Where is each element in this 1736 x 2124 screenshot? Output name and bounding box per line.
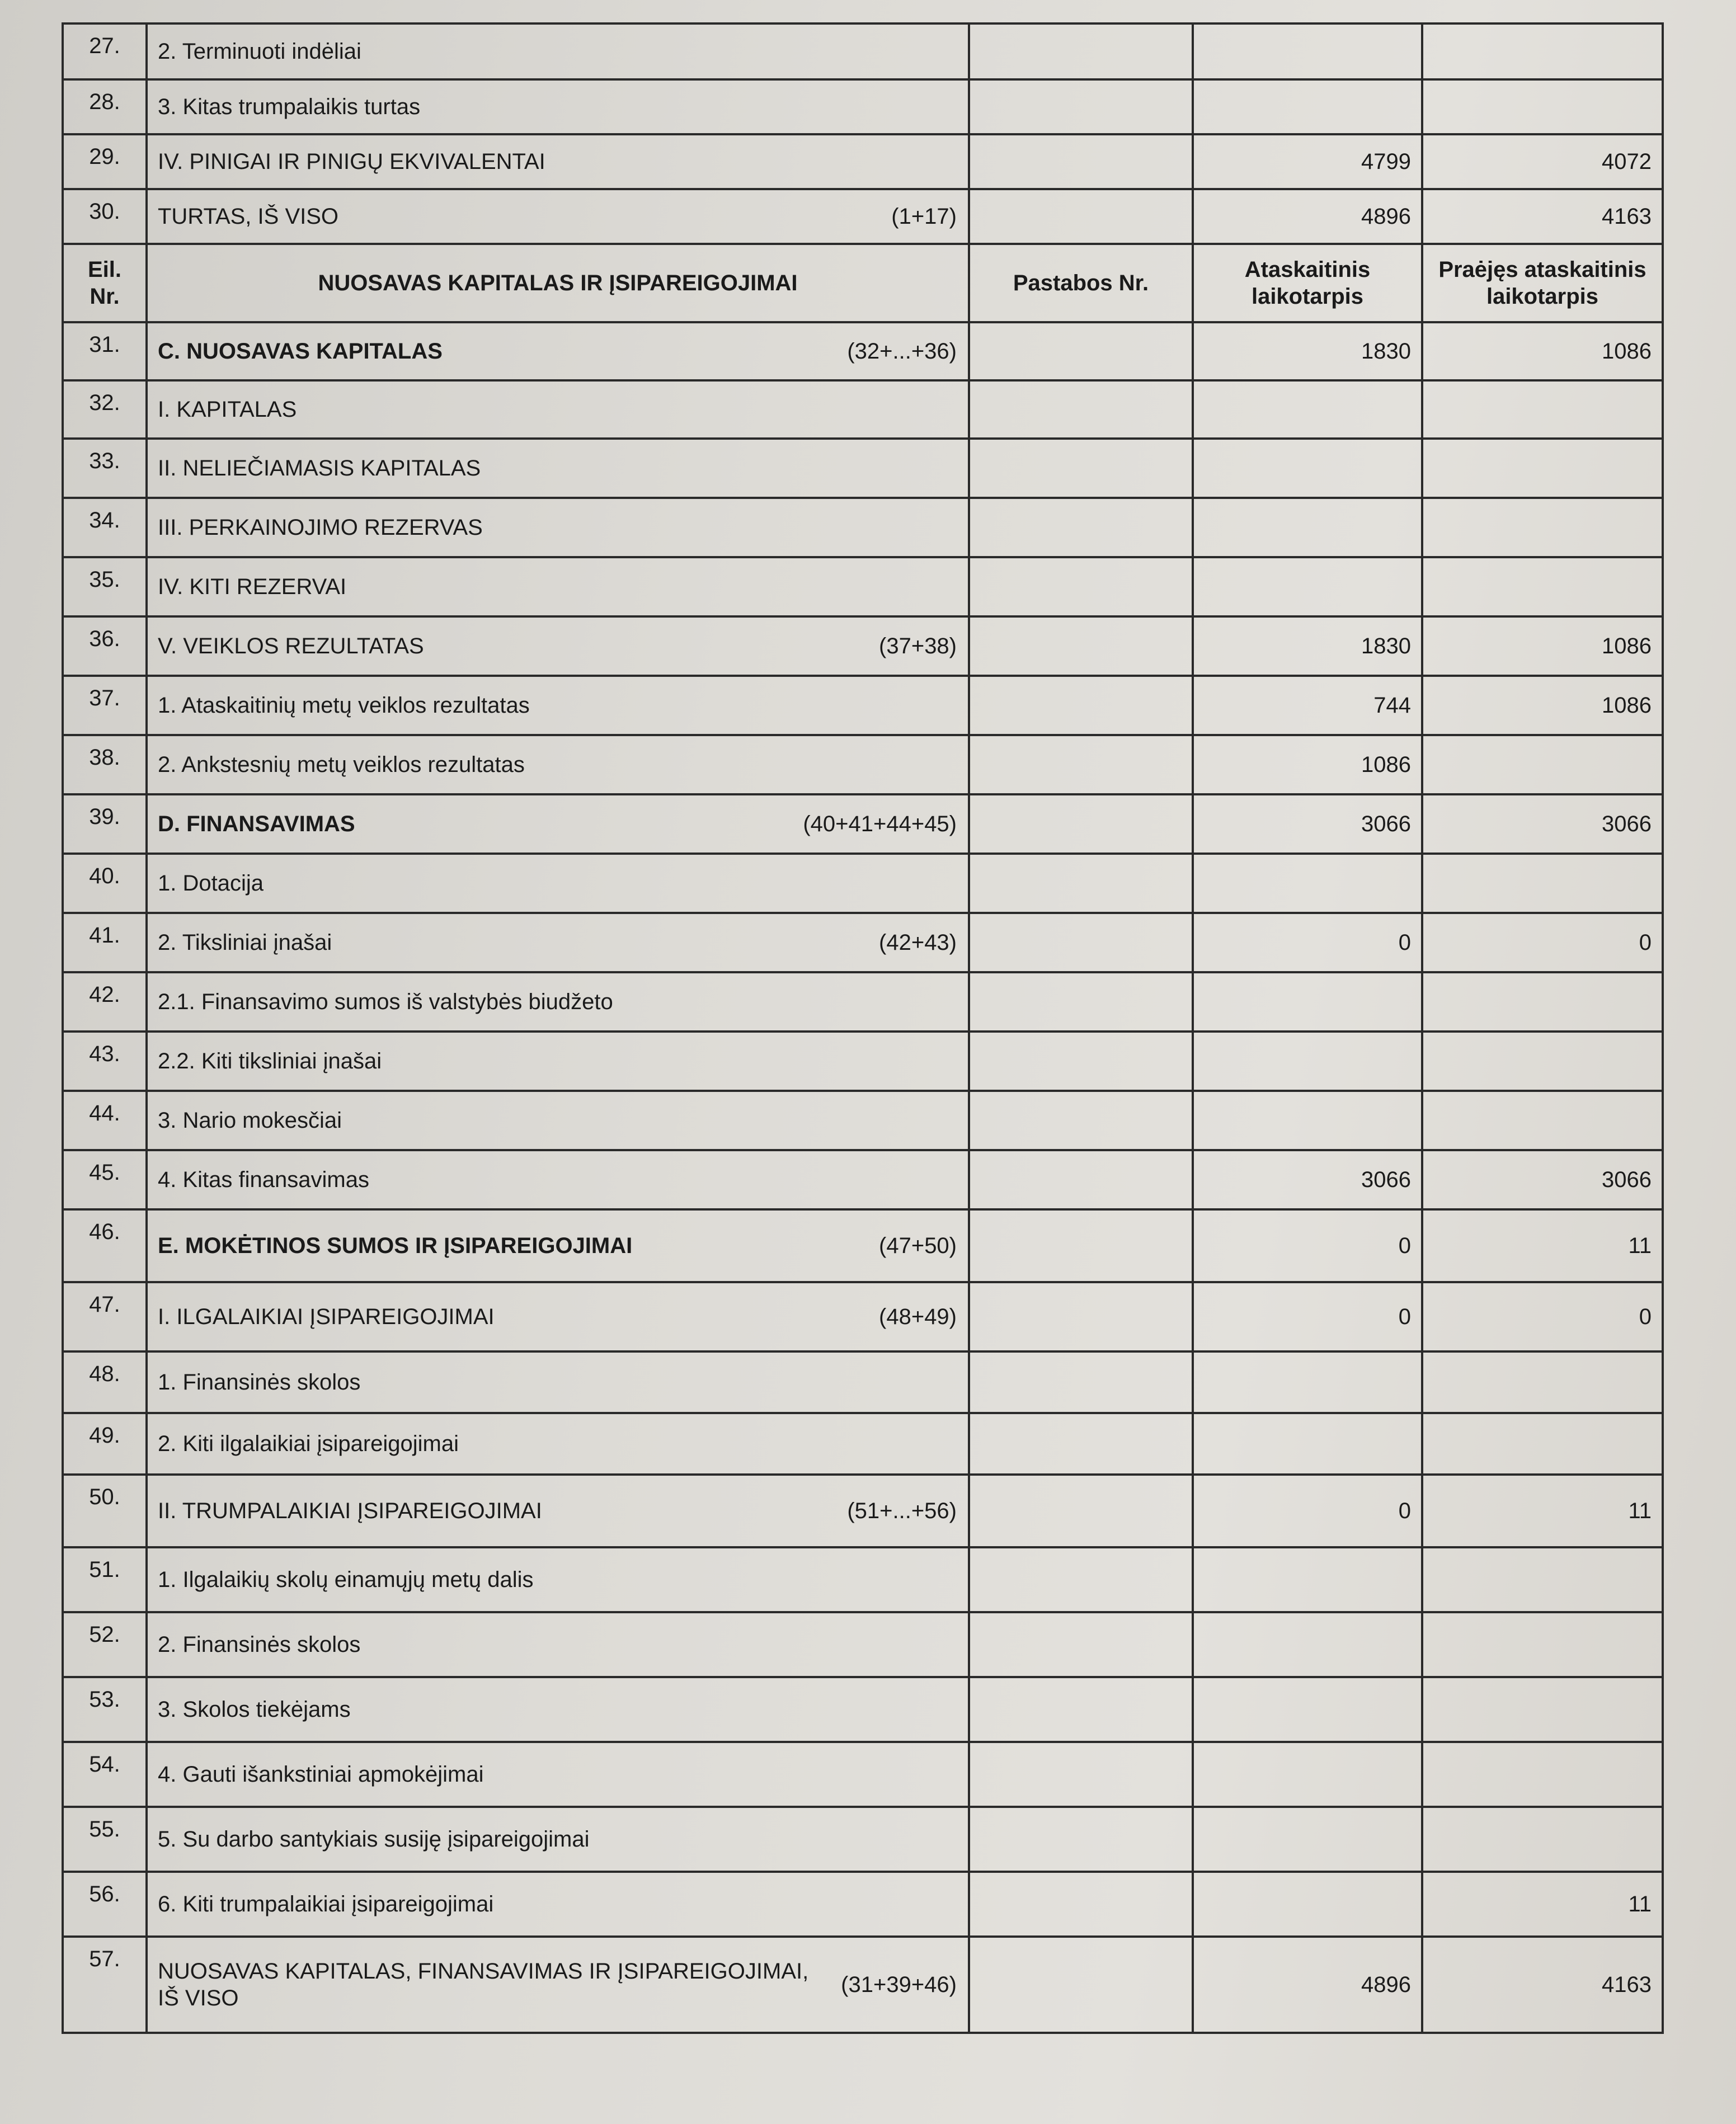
table-row (63, 322, 1663, 380)
row-number: 41. (63, 913, 147, 972)
current-value (1193, 1742, 1422, 1807)
row-name-cell (147, 1032, 969, 1091)
row-name: 2. Ankstesnių metų veiklos rezultatas (158, 752, 525, 777)
previous-value: 4072 (1422, 134, 1663, 189)
note-cell (969, 1937, 1193, 2033)
table-header-row (63, 244, 1663, 322)
current-value (1193, 79, 1422, 134)
row-number: 48. (63, 1351, 147, 1413)
previous-value: 1086 (1422, 676, 1663, 735)
note-cell (969, 189, 1193, 244)
current-value (1193, 1612, 1422, 1677)
table-row (63, 1282, 1663, 1351)
row-name-cell (147, 1612, 969, 1677)
current-value (1193, 380, 1422, 439)
row-name: 4. Kitas finansavimas (158, 1167, 369, 1192)
row-number: 44. (63, 1091, 147, 1150)
previous-value (1422, 1032, 1663, 1091)
current-value (1193, 1351, 1422, 1413)
previous-value (1422, 1091, 1663, 1150)
row-name: D. FINANSAVIMAS (158, 812, 355, 836)
current-value (1193, 498, 1422, 557)
note-cell (969, 1282, 1193, 1351)
current-value (1193, 1413, 1422, 1475)
table-row (63, 1351, 1663, 1413)
row-number: 29. (63, 134, 147, 189)
row-name-cell (147, 1547, 969, 1612)
row-name: 2. Finansinės skolos (158, 1632, 361, 1657)
row-name: C. NUOSAVAS KAPITALAS (158, 339, 443, 364)
note-cell (969, 322, 1193, 380)
row-name-cell (147, 735, 969, 794)
row-name-cell (147, 972, 969, 1032)
row-name: E. MOKĖTINOS SUMOS IR ĮSIPAREIGOJIMAI (158, 1233, 633, 1258)
current-value: 0 (1193, 1209, 1422, 1282)
previous-value: 3066 (1422, 1150, 1663, 1209)
row-name-cell (147, 1937, 969, 2033)
previous-value (1422, 380, 1663, 439)
balance-sheet-table (62, 22, 1664, 2034)
note-cell (969, 676, 1193, 735)
row-name-cell (147, 1282, 969, 1351)
previous-value: 11 (1422, 1209, 1663, 1282)
current-value: 744 (1193, 676, 1422, 735)
header-previous: Praėjęs ataskaitinis laikotarpis (1422, 244, 1663, 322)
table-row (63, 1209, 1663, 1282)
note-cell (969, 1742, 1193, 1807)
row-name: IV. KITI REZERVAI (158, 574, 347, 599)
note-cell (969, 1413, 1193, 1475)
row-number: 34. (63, 498, 147, 557)
table-row (63, 1742, 1663, 1807)
previous-value: 11 (1422, 1475, 1663, 1547)
previous-value (1422, 498, 1663, 557)
current-value (1193, 439, 1422, 498)
row-name-cell (147, 1351, 969, 1413)
table-row (63, 1547, 1663, 1612)
row-name: I. KAPITALAS (158, 397, 297, 422)
row-name: I. ILGALAIKIAI ĮSIPAREIGOJIMAI (158, 1304, 495, 1329)
row-name: TURTAS, IŠ VISO (158, 204, 339, 229)
note-cell (969, 1807, 1193, 1872)
row-number: 53. (63, 1677, 147, 1742)
row-name: 2. Tiksliniai įnašai (158, 930, 332, 955)
previous-value: 0 (1422, 1282, 1663, 1351)
row-number: 31. (63, 322, 147, 380)
previous-value: 11 (1422, 1872, 1663, 1937)
note-cell (969, 380, 1193, 439)
previous-value: 4163 (1422, 189, 1663, 244)
table-row (63, 1413, 1663, 1475)
row-name: IV. PINIGAI IR PINIGŲ EKVIVALENTAI (158, 149, 545, 174)
row-name-cell (147, 676, 969, 735)
previous-value: 1086 (1422, 322, 1663, 380)
previous-value: 4163 (1422, 1937, 1663, 2033)
note-cell (969, 1547, 1193, 1612)
note-cell (969, 616, 1193, 676)
previous-value (1422, 1807, 1663, 1872)
row-name: 6. Kiti trumpalaikiai įsipareigojimai (158, 1892, 494, 1916)
row-number: 49. (63, 1413, 147, 1475)
current-value: 3066 (1193, 1150, 1422, 1209)
row-number: 55. (63, 1807, 147, 1872)
previous-value (1422, 854, 1663, 913)
note-cell (969, 1032, 1193, 1091)
row-number: 27. (63, 23, 147, 79)
note-cell (969, 134, 1193, 189)
row-name-cell (147, 1150, 969, 1209)
row-name-cell (147, 134, 969, 189)
previous-value (1422, 1413, 1663, 1475)
table-row (63, 1150, 1663, 1209)
row-name-cell (147, 23, 969, 79)
current-value: 4799 (1193, 134, 1422, 189)
table-row (63, 1937, 1663, 2033)
note-cell (969, 972, 1193, 1032)
table-row (63, 676, 1663, 735)
row-name-cell (147, 1091, 969, 1150)
row-name: 1. Finansinės skolos (158, 1370, 361, 1395)
row-name: 2.1. Finansavimo sumos iš valstybės biudžeto (158, 990, 613, 1014)
row-formula: (31+39+46) (841, 1972, 957, 1997)
row-name: III. PERKAINOJIMO REZERVAS (158, 515, 483, 540)
current-value (1193, 1547, 1422, 1612)
row-number: 28. (63, 79, 147, 134)
note-cell (969, 1150, 1193, 1209)
equity-liabilities-rows (63, 322, 1663, 2033)
row-name: 4. Gauti išankstiniai apmokėjimai (158, 1762, 484, 1787)
current-value: 1086 (1193, 735, 1422, 794)
row-number: 52. (63, 1612, 147, 1677)
row-name-cell (147, 1413, 969, 1475)
row-name: 2. Kiti ilgalaikiai įsipareigojimai (158, 1431, 459, 1456)
note-cell (969, 1475, 1193, 1547)
current-value (1193, 23, 1422, 79)
current-value: 0 (1193, 1282, 1422, 1351)
row-number: 39. (63, 794, 147, 854)
note-cell (969, 1612, 1193, 1677)
table-row (63, 1475, 1663, 1547)
note-cell (969, 23, 1193, 79)
current-value: 3066 (1193, 794, 1422, 854)
row-number: 33. (63, 439, 147, 498)
row-number: 50. (63, 1475, 147, 1547)
previous-value (1422, 23, 1663, 79)
previous-value: 0 (1422, 913, 1663, 972)
note-cell (969, 1209, 1193, 1282)
row-formula: (47+50) (879, 1233, 957, 1258)
row-formula: (40+41+44+45) (803, 812, 957, 836)
previous-value (1422, 1742, 1663, 1807)
row-name-cell (147, 1677, 969, 1742)
note-cell (969, 854, 1193, 913)
previous-value: 1086 (1422, 616, 1663, 676)
current-value (1193, 557, 1422, 616)
table-row (63, 79, 1663, 134)
row-name-cell (147, 1807, 969, 1872)
row-name: 1. Ataskaitinių metų veiklos rezultatas (158, 693, 530, 718)
row-name-cell (147, 1872, 969, 1937)
header-note: Pastabos Nr. (969, 244, 1193, 322)
note-cell (969, 735, 1193, 794)
row-name: V. VEIKLOS REZULTATAS (158, 634, 424, 658)
row-number: 36. (63, 616, 147, 676)
row-name: 3. Skolos tiekėjams (158, 1697, 351, 1722)
row-number: 30. (63, 189, 147, 244)
header-current: Ataskaitinis laikotarpis (1193, 244, 1422, 322)
row-name: II. TRUMPALAIKIAI ĮSIPAREIGOJIMAI (158, 1499, 542, 1523)
previous-value (1422, 79, 1663, 134)
row-number: 37. (63, 676, 147, 735)
table-row (63, 1872, 1663, 1937)
table-row (63, 1677, 1663, 1742)
current-value: 4896 (1193, 1937, 1422, 2033)
current-value (1193, 1872, 1422, 1937)
row-name: 2.2. Kiti tiksliniai įnašai (158, 1049, 382, 1073)
previous-value (1422, 1547, 1663, 1612)
row-name-cell (147, 189, 969, 244)
row-name-cell (147, 1475, 969, 1547)
row-number: 45. (63, 1150, 147, 1209)
table-row (63, 557, 1663, 616)
row-name-cell (147, 794, 969, 854)
row-formula: (32+...+36) (847, 339, 957, 364)
current-value (1193, 854, 1422, 913)
row-name: II. NELIEČIAMASIS KAPITALAS (158, 456, 481, 481)
previous-value (1422, 1677, 1663, 1742)
current-value (1193, 1091, 1422, 1150)
row-formula: (48+49) (879, 1304, 957, 1329)
row-name-cell (147, 498, 969, 557)
row-number: 42. (63, 972, 147, 1032)
row-formula: (42+43) (879, 930, 957, 955)
previous-value (1422, 1351, 1663, 1413)
row-name-cell (147, 616, 969, 676)
row-name-cell (147, 854, 969, 913)
header-title: NUOSAVAS KAPITALAS IR ĮSIPAREIGOJIMAI (147, 244, 969, 322)
row-name: 2. Terminuoti indėliai (158, 39, 361, 64)
table-row (63, 134, 1663, 189)
row-name-cell (147, 557, 969, 616)
table-row (63, 189, 1663, 244)
row-name-cell (147, 322, 969, 380)
row-name-cell (147, 79, 969, 134)
row-name: 1. Ilgalaikių skolų einamųjų metų dalis (158, 1567, 534, 1592)
row-name: NUOSAVAS KAPITALAS, FINANSAVIMAS IR ĮSIPAREIGOJIMAI, IŠ VISO (158, 1959, 809, 2010)
note-cell (969, 498, 1193, 557)
table-row (63, 498, 1663, 557)
table-row (63, 439, 1663, 498)
row-formula: (51+...+56) (847, 1499, 957, 1523)
note-cell (969, 794, 1193, 854)
row-number: 51. (63, 1547, 147, 1612)
table-row (63, 616, 1663, 676)
current-value: 0 (1193, 1475, 1422, 1547)
row-number: 57. (63, 1937, 147, 2033)
current-value (1193, 1032, 1422, 1091)
row-number: 40. (63, 854, 147, 913)
row-number: 54. (63, 1742, 147, 1807)
current-value: 4896 (1193, 189, 1422, 244)
previous-value (1422, 557, 1663, 616)
header-nr: Eil. Nr. (63, 244, 147, 322)
note-cell (969, 1351, 1193, 1413)
row-formula: (37+38) (879, 634, 957, 658)
table-row (63, 913, 1663, 972)
row-number: 56. (63, 1872, 147, 1937)
row-name-cell (147, 913, 969, 972)
current-value (1193, 1807, 1422, 1872)
row-name: 1. Dotacija (158, 871, 264, 896)
table-row (63, 23, 1663, 79)
row-number: 47. (63, 1282, 147, 1351)
table-row (63, 1612, 1663, 1677)
note-cell (969, 79, 1193, 134)
row-number: 38. (63, 735, 147, 794)
current-value: 0 (1193, 913, 1422, 972)
table-row (63, 1032, 1663, 1091)
row-name-cell (147, 380, 969, 439)
row-name-cell (147, 1742, 969, 1807)
row-name-cell (147, 439, 969, 498)
note-cell (969, 439, 1193, 498)
table-row (63, 735, 1663, 794)
row-name: 3. Kitas trumpalaikis turtas (158, 95, 421, 119)
note-cell (969, 1091, 1193, 1150)
table-row (63, 380, 1663, 439)
previous-value: 3066 (1422, 794, 1663, 854)
current-value (1193, 1677, 1422, 1742)
row-number: 43. (63, 1032, 147, 1091)
table-row (63, 794, 1663, 854)
table-row (63, 1807, 1663, 1872)
current-value: 1830 (1193, 616, 1422, 676)
table-row (63, 854, 1663, 913)
note-cell (969, 557, 1193, 616)
note-cell (969, 1872, 1193, 1937)
row-number: 32. (63, 380, 147, 439)
note-cell (969, 913, 1193, 972)
row-formula: (1+17) (891, 204, 957, 229)
table-row (63, 972, 1663, 1032)
current-value (1193, 972, 1422, 1032)
row-number: 46. (63, 1209, 147, 1282)
row-name-cell (147, 1209, 969, 1282)
previous-value (1422, 439, 1663, 498)
row-number: 35. (63, 557, 147, 616)
table-row (63, 1091, 1663, 1150)
row-name: 3. Nario mokesčiai (158, 1108, 342, 1133)
previous-value (1422, 735, 1663, 794)
note-cell (969, 1677, 1193, 1742)
current-value: 1830 (1193, 322, 1422, 380)
previous-value (1422, 972, 1663, 1032)
previous-value (1422, 1612, 1663, 1677)
row-name: 5. Su darbo santykiais susiję įsipareigojimai (158, 1827, 590, 1852)
